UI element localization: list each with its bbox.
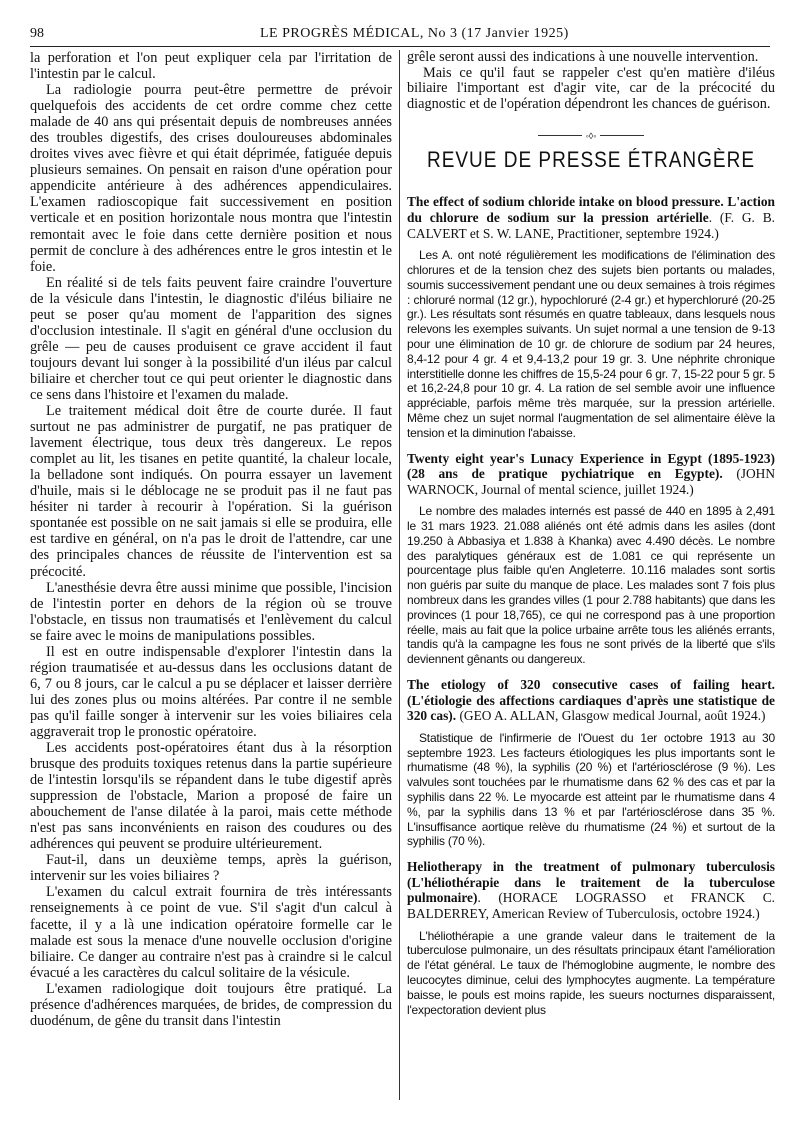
column-divider — [399, 50, 400, 1100]
article-citation: . (F. G. B. CALVERT et S. W. LANE, Practitioner, septembre 1924.) — [407, 209, 775, 241]
page-number: 98 — [30, 26, 44, 41]
article-title-text: Heliotherapy in the treatment of pulmonary tuberculosis (L'héliothérapie dans le traitement de la tuberculose pulmonaire) — [407, 859, 775, 906]
paragraph: L'examen radiologique doit toujours être pratiqué. La présence d'adhérences marquées, de brides, de compression du duodénum, de gêne du transit dans l'intestin — [30, 980, 392, 1029]
article-body: Le nombre des malades internés est passé de 440 en 1895 à 2,491 le 31 mars 1923. 21.088 aliénés ont été admis dans les asiles (dont 19.250 à Abbasiya et 1.838 à Khanka) avec 4.490 décès. Le nombre des paralytiques généraux est de 1.081 ce qui représente un pourcentage plus faible qu'en Angleterre. 10.116 malades sont sortis non guéris par suite du manque de place. Les malades sont 7 fois plus nombreux dans les grandes villes (1 pour 2.788 habitants) que dans les provinces (1 pour 18,765), ce qui ne correspond pas à une proportion réelle, mais au fait que la police urbaine arrête tous les aliénés errants, tandis qu'à la campagne les fous ne sont privés de la liberté que s'ils deviennent gênants ou dangereux. — [407, 504, 775, 667]
article-body: Les A. ont noté régulièrement les modifications de l'élimination des chlorures et de la tension chez des sujets bien portants ou malades, soumis successivement pendant une ou deux semaines à trois régimes : chloruré normal (12 gr.), hypochloruré (2-4 gr.) et hyperchloruré (20-25 gr.). Les résultats sont résumés en quatre tableaux, dans lesquels nous relevons les exemples suivants. Un sujet normal a une tension de 9-13 pour une élimination de 10 gr. de chlorure de sodium par 24 heures, 8,4-12 pour 4 gr. 4 et 9,4-13,2 pour 19 gr. 3. Une néphrite chronique interstitielle donne les chiffres de 15,5-24 pour 6 gr. 7, 15-22 pour 5 gr. 5 et 16,2-24,8 pour 10 gr. 4. La ration de sel semble avoir une influence appréciable, parfois même très marquée, sur la pression artérielle. Même chez un sujet normal l'augmentation de sel alimentaire élève la tension et la diminution l'abaisse. — [407, 248, 775, 440]
paragraph: Le traitement médical doit être de courte durée. Il faut surtout ne pas administrer de purgatif, ne pas pratiquer de lavement électrique, tous deux très dangereux. Le repos complet au lit, les tisanes en petite quantité, la chaleur locale, la belladone sont indiqués. On pourra essayer un lavement d'huile, mais si le déblocage ne se produit pas il ne faut pas hésiter ni tarder à recourir à l'opération. Si la guérison spontanée est possible on ne sait jamais si elle se produira, elle est tardive en général, on n'a pas le droit de l'attendre, car une des principales chances de réussite de l'intervention est sa précocité. — [30, 403, 392, 580]
paragraph: grêle seront aussi des indications à une nouvelle intervention. — [407, 50, 759, 65]
left-column — [30, 50, 392, 1029]
section-ornament: ◦◊◦ — [407, 126, 775, 138]
article-body: L'héliothérapie a une grande valeur dans le traitement de la tuberculose pulmonaire, un des résultats principaux étant l'amélioration de l'état général. Le taux de l'hémoglobine augmente, le nombre des leucocytes diminue, celui des lymphocytes augmente. La température baisse, le pouls est moins rapide, les sueurs nocturnes disparaissent, l'expectoration devient plus — [407, 928, 775, 1017]
section-title: REVUE DE PRESSE ÉTRANGÈRE — [426, 148, 756, 173]
article-title-text: The effect of sodium chloride intake on blood pressure. L'action du chlorure de sodium sur la pression artérielle — [407, 194, 775, 225]
paragraph: Faut-il, dans un deuxième temps, après la guérison, intervenir sur les voies biliaires ? — [30, 852, 392, 885]
paragraph: Les accidents post-opératoires étant dus à la résorption brusque des produits toxiques retenus dans la partie supérieure de l'intestin lorsqu'ils se répandent dans le tube digestif après suppression de l'obstacle, Marion a proposé de faire un abouchement de l'anse dilatée à la paroi, mais cette méthode n'est pas sans inconvénients en raison des coudures ou des adhérences qui peuvent se produire ultérieurement. — [30, 740, 392, 853]
paragraph: Mais ce qu'il faut se rappeler c'est qu'en matière d'iléus biliaire l'important est d'agir vite, car de la précocité du diagnostic et de l'opération dépendront les chances de guérison. — [407, 64, 775, 112]
article-citation: (GEO A. ALLAN, Glasgow medical Journal, août 1924.) — [456, 708, 766, 724]
article-title-text: The etiology of 320 consecutive cases of failing heart. (L'étiologie des affections cardiaques d'après une statistique de 320 cas). — [407, 677, 775, 724]
paragraph: En réalité si de tels faits peuvent faire craindre l'ouverture de la vésicule dans l'intestin, le diagnostic d'iléus biliaire ne peut se poser qu'au moment de l'apparition des signes d'occlusion intestinale. Il s'agit en général d'une occlusion du grêle — peu de causes produisent ce grave accident il faut toujours devant lui songer à la possibilité d'un iléus par calcul biliaire et chercher tout ce qui peut orienter le diagnostic dans ce sens dans l'histoire et l'examen du malade. — [30, 274, 392, 403]
article-citation: . (HORACE LOGRASSO et FRANCK C. BALDERREY, American Review of Tuberculosis, octobre 1924.) — [407, 890, 775, 921]
article-title — [407, 677, 775, 724]
paragraph: Il est en outre indispensable d'explorer l'intestin dans la région traumatisée et au-dessus dans les occlusions datant de 6, 7 ou 8 jours, car le calcul a pu se déplacer et laisser derrière lui des zones plus ou moins altérées. Par contre il ne semble pas qu'il faille songer à intervenir sur les voies biliaires cela aggraverait trop le pronostic opératoire. — [30, 643, 392, 740]
article-title — [407, 194, 775, 241]
running-title: LE PROGRÈS MÉDICAL, No 3 (17 Janvier 1925) — [260, 26, 569, 41]
article-title-text: Twenty eight year's Lunacy Experience in Egypt (1895-1923) (28 ans de pratique pychiatrique en Egypte). — [407, 450, 775, 482]
header-rule — [30, 46, 770, 47]
paragraph: L'examen du calcul extrait fournira de très intéressants renseignements à ce point de vue. S'il s'agit d'un calcul à facette, il y a là une indication opératoire formelle car le malade est sous la menace d'une nouvelle occlusion d'origine biliaire. Ce danger au contraire n'est pas à craindre si le calcul évacué a les caractères du calcul solitaire de la vésicule. — [30, 884, 392, 981]
article-citation: (JOHN WARNOCK, Journal of mental science, juillet 1924.) — [407, 466, 775, 497]
article-title — [407, 451, 775, 498]
right-column — [407, 50, 775, 1017]
article-body: Statistique de l'infirmerie de l'Ouest du 1er octobre 1913 au 30 septembre 1923. Les facteurs étiologiques les plus importants sont le rhumatisme (48 %), la syphilis (20 %) et l'artériosclérose (9 %). Les valvules sont touchées par le rhumatisme dans 62 % des cas et par la syphilis dans 22 %. Le myocarde est atteint par le rhumatisme dans 4 %, par la syphilis dans 13 % et par l'artériosclérose dans 35 %. L'insuffisance aortique relève du rhumatisme (24 %) et surtout de la syphilis (70 %). — [407, 730, 775, 849]
running-header — [30, 26, 770, 46]
paragraph: La radiologie pourra peut-être permettre de prévoir quelquefois des accidents de cet ordre comme chez cette malade de 40 ans qui présentait depuis de nombreuses années des troubles digestifs, des crises douloureuses abdominales droites vives avec fièvre et qui était déprimée, fatiguée depuis plusieurs semaines. On pensait en raison d'une opération pour appendicite antérieure à des adhérences appendiculaires. L'examen radioscopique fait successivement en position verticale et en position horizontale nous montra que l'intestin remontait avec le foie dans cette dernière position et nous permit de conclure à des adhérences entre le gros intestin et le foie. — [30, 82, 392, 275]
paragraph: la perforation et l'on peut expliquer cela par l'irritation de l'intestin par le calcul. — [30, 50, 392, 83]
article-title — [407, 859, 775, 921]
paragraph: L'anesthésie devra être aussi minime que possible, l'incision de l'intestin porter en dehors de la région où se trouve l'obstacle, en tissus non traumatisés et l'enlèvement du calcul se faire avec le moins de manipulations possibles. — [30, 579, 392, 644]
